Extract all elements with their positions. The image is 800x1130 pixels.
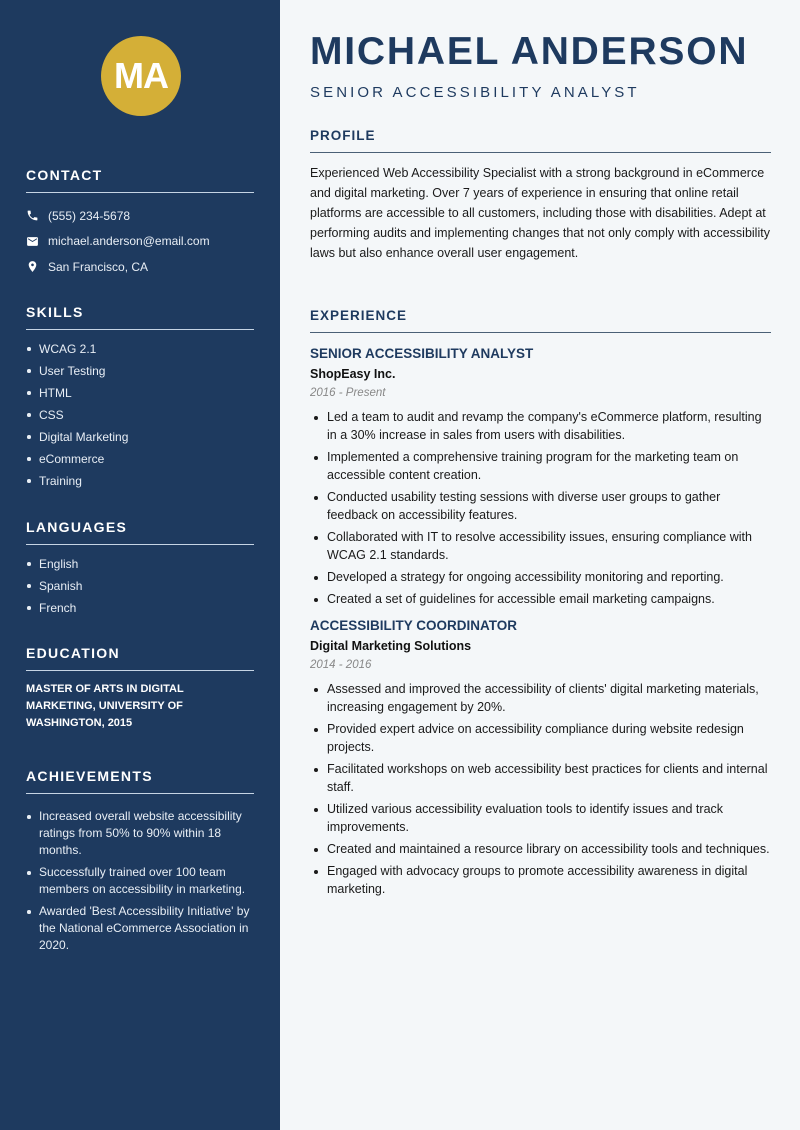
profile-heading: PROFILE [310, 128, 771, 153]
job-bullet: Conducted usability testing sessions with diverse user groups to gather feedback on accessibility features. [310, 488, 771, 524]
job-entry [310, 618, 771, 898]
contact-email [26, 229, 254, 255]
phone-icon [26, 209, 39, 222]
achievements-section [26, 768, 254, 959]
location-text: San Francisco, CA [48, 259, 149, 274]
job-title: SENIOR ACCESSIBILITY ANALYST [310, 346, 534, 361]
sidebar [0, 0, 280, 1130]
email-icon [26, 235, 39, 248]
phone-text: (555) 234-5678 [48, 208, 131, 223]
achievements-list [26, 808, 254, 954]
job-bullet: Engaged with advocacy groups to promote accessibility awareness in digital marketing. [310, 862, 771, 898]
location-pin-icon [26, 260, 39, 273]
skills-list [26, 338, 254, 492]
job-title: ACCESSIBILITY COORDINATOR [310, 618, 518, 633]
skill-item: Training [26, 470, 254, 492]
job-company: ShopEasy Inc. [310, 367, 396, 381]
email-text: michael.anderson@email.com [48, 234, 210, 249]
job-company: Digital Marketing Solutions [310, 639, 472, 653]
languages-heading: LANGUAGES [26, 519, 254, 545]
job-bullet: Facilitated workshops on web accessibility best practices for clients and internal staff. [310, 760, 771, 796]
experience-heading: EXPERIENCE [310, 308, 771, 333]
education-section [26, 645, 254, 732]
contact-heading: CONTACT [26, 167, 254, 193]
experience-section [310, 308, 771, 902]
candidate-name: MICHAEL ANDERSON [310, 30, 749, 73]
job-bullet: Created and maintained a resource library on accessibility tools and techniques. [310, 840, 771, 858]
contact-list [26, 203, 254, 280]
contact-section [26, 167, 254, 280]
job-dates: 2016 - Present [310, 387, 386, 399]
job-bullet: Collaborated with IT to resolve accessibility issues, ensuring compliance with WCAG 2.1 standards. [310, 528, 771, 564]
education-heading: EDUCATION [26, 645, 254, 671]
skill-item: User Testing [26, 360, 254, 382]
candidate-title: SENIOR ACCESSIBILITY ANALYST [310, 84, 640, 101]
skill-item: Digital Marketing [26, 426, 254, 448]
skill-item: WCAG 2.1 [26, 338, 254, 360]
contact-phone [26, 203, 254, 229]
skills-section [26, 304, 254, 492]
language-item: Spanish [26, 575, 254, 597]
skill-item: eCommerce [26, 448, 254, 470]
language-item: English [26, 553, 254, 575]
job-bullet: Developed a strategy for ongoing accessibility monitoring and reporting. [310, 568, 771, 586]
education-text: MASTER OF ARTS IN DIGITAL MARKETING, UNIVERSITY OF WASHINGTON, 2015 [26, 683, 184, 729]
skills-heading: SKILLS [26, 304, 254, 330]
skill-item: HTML [26, 382, 254, 404]
achievement-item: Increased overall website accessibility ratings from 50% to 90% within 18 months. [26, 808, 254, 859]
avatar-initials: MA [114, 55, 168, 96]
job-bullet: Assessed and improved the accessibility of clients' digital marketing materials, increasing engagement by 20%. [310, 680, 771, 716]
languages-section [26, 519, 254, 619]
language-item: French [26, 597, 254, 619]
achievements-heading: ACHIEVEMENTS [26, 768, 254, 794]
avatar [101, 36, 181, 116]
achievement-item: Successfully trained over 100 team members on accessibility in marketing. [26, 864, 254, 898]
achievement-item: Awarded 'Best Accessibility Initiative' by the National eCommerce Association in 2020. [26, 903, 254, 954]
job-bullet: Created a set of guidelines for accessible email marketing campaigns. [310, 590, 771, 608]
job-dates: 2014 - 2016 [310, 659, 372, 671]
job-bullets [310, 408, 771, 608]
contact-location [26, 254, 254, 280]
profile-text: Experienced Web Accessibility Specialist with a strong background in eCommerce and digital marketing. Over 7 years of experience in ensuring that online retail platforms are accessible to all customers, including those with disabilities. Adept at performing audits and implementing changes that not only comply with accessibility laws but also enhance overall user engagement. [310, 166, 770, 260]
job-bullet: Utilized various accessibility evaluation tools to identify issues and track improvements. [310, 800, 771, 836]
job-bullet: Led a team to audit and revamp the company's eCommerce platform, resulting in a 30% increase in sales from users with disabilities. [310, 408, 771, 444]
profile-section [310, 128, 771, 263]
job-bullet: Implemented a comprehensive training program for the marketing team on accessible content creation. [310, 448, 771, 484]
job-entry [310, 346, 771, 608]
job-bullets [310, 680, 771, 898]
job-bullet: Provided expert advice on accessibility compliance during website redesign projects. [310, 720, 771, 756]
skill-item: CSS [26, 404, 254, 426]
languages-list [26, 553, 254, 619]
